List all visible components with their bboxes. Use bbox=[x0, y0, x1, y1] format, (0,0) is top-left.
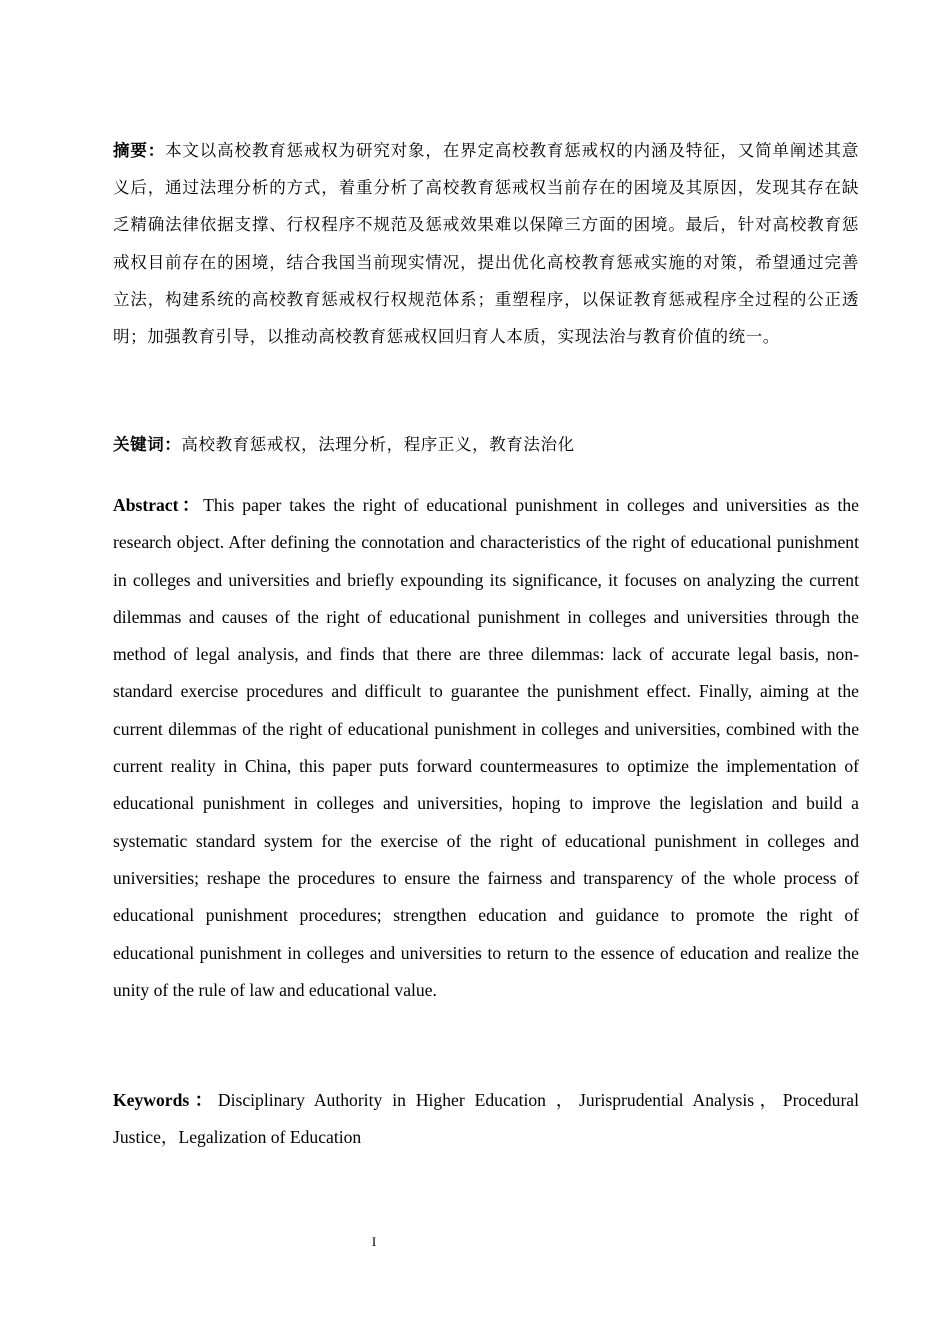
keywords-chinese-label: 关键词： bbox=[113, 435, 182, 454]
abstract-english bbox=[113, 487, 859, 1009]
keywords-chinese bbox=[113, 426, 859, 463]
keywords-chinese-text: 高校教育惩戒权，法理分析，程序正义，教育法治化 bbox=[181, 435, 575, 454]
abstract-chinese-label: 摘要： bbox=[113, 141, 166, 160]
abstract-chinese-text: 本文以高校教育惩戒权为研究对象，在界定高校教育惩戒权的内涵及特征，又简单阐述其意义后，通过法理分析的方式，着重分析了高校教育惩戒权当前存在的困境及其原因，发现其存在缺乏精确法律依据支撑、行权程序不规范及惩戒效果难以保障三方面的困境。最后，针对高校教育惩戒权目前存在的困境，结合我国当前现实情况，提出优化高校教育惩戒实施的对策，希望通过完善立法，构建系统的高校教育惩戒权行权规范体系；重塑程序，以保证教育惩戒程序全过程的公正透明；加强教育引导，以推动高校教育惩戒权回归育人本质，实现法治与教育价值的统一。 bbox=[113, 141, 860, 347]
keywords-english-text: Disciplinary Authority in Higher Education ，Jurisprudential Analysis，Procedural Justice，Legalization of Education bbox=[113, 1090, 859, 1148]
keywords-english bbox=[113, 1082, 859, 1157]
abstract-chinese bbox=[113, 132, 859, 355]
abstract-english-text: This paper takes the right of educational punishment in colleges and universities as the research object. After defining the connotation and characteristics of the right of educational punishment in colleges and universities and briefly expounding its significance, it focuses on analyzing the current dilemmas and causes of the right of educational punishment in colleges and universities through the method of legal analysis, and finds that there are three dilemmas: lack of accurate legal basis, non-standard exercise procedures and difficult to guarantee the punishment effect. Finally, aiming at the current dilemmas of the right of educational punishment in colleges and universities, combined with the current reality in China, this paper puts forward countermeasures to optimize the implementation of educational punishment in colleges and universities, hoping to improve the legislation and build a systematic standard system for the exercise of the right of educational punishment in colleges and universities; reshape the procedures to ensure the fairness and transparency of the whole process of educational punishment procedures; strengthen education and guidance to promote the right of educational punishment in colleges and universities to return to the essence of education and realize the unity of the rule of law and educational value. bbox=[113, 495, 859, 1000]
keywords-english-label: Keywords： bbox=[113, 1090, 218, 1110]
abstract-english-label: Abstract： bbox=[113, 495, 204, 515]
page-number: I bbox=[371, 1234, 377, 1249]
